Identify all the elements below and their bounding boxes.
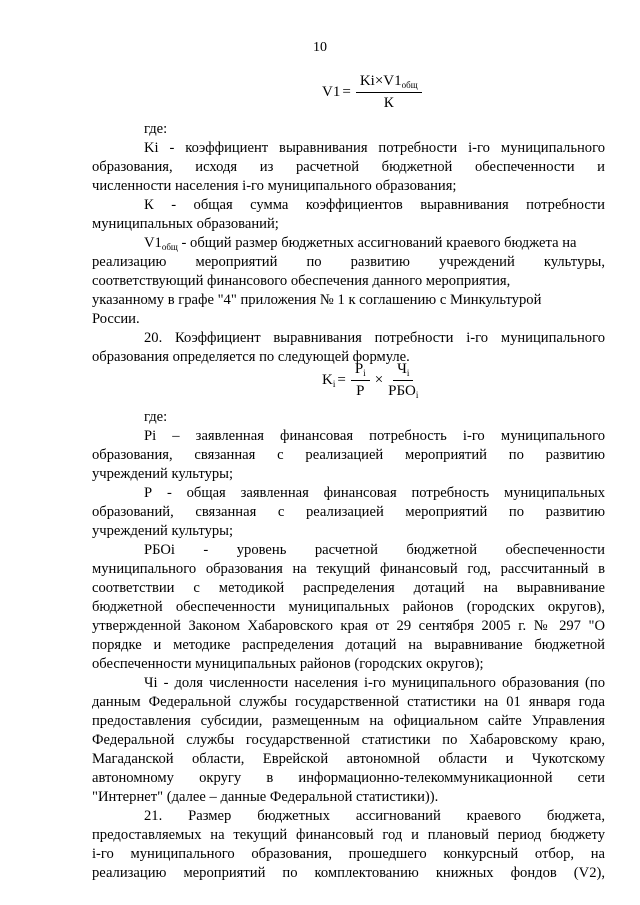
text-line: "Интернет" (далее – данные Федеральной статистики)). [92, 789, 439, 805]
text-line: численности населения i-го муниципального образования; [92, 178, 457, 194]
formula-ki-ch: Ч [397, 361, 407, 377]
text-line-v1-definition [92, 234, 605, 253]
formula-ki-times: × [374, 372, 384, 388]
page-number: 10 [313, 40, 327, 55]
text-line: Pi – заявленная финансовая потребность i-го муниципального [144, 428, 605, 444]
text-line: учреждений культуры; [92, 523, 234, 539]
formula-ki-rbo: РБО [388, 383, 416, 399]
text-line: реализацию мероприятий по развитию учреждений культуры, [92, 254, 605, 270]
text-line: Чi - доля численности населения i-го муниципального образования (по [144, 675, 605, 691]
formula-ki-ch-sub: i [406, 368, 410, 378]
formula-ki-ch-denominator [388, 381, 418, 401]
text-line: Магаданской области, Еврейской автономной области и Чукотскому [92, 751, 605, 767]
formula-ki-equals: = [337, 372, 346, 388]
text-line: реализацию мероприятий по комплектованию книжных фондов (V2), [92, 865, 605, 881]
text-line: где: [144, 409, 168, 425]
text-line: Ki - коэффициент выравнивания потребности i-го муниципального [144, 140, 605, 156]
text-line: К - общая сумма коэффициентов выравнивания потребности [144, 197, 605, 213]
text-line: обеспеченности муниципальных районов (городских округов); [92, 656, 484, 672]
text-line: Р - общая заявленная финансовая потребность муниципальных [144, 485, 605, 501]
formula-ki-pi-sub: i [363, 368, 366, 378]
formula-ki-rbo-sub: i [415, 390, 419, 400]
v1-inline-subscript: общ [161, 242, 178, 252]
formula-ki [322, 360, 421, 401]
text-line: порядке и методике распределения дотаций на выравнивание бюджетной [92, 637, 605, 653]
section-definitions-v1 [92, 120, 605, 367]
formula-ki-fraction-ch [388, 360, 418, 401]
text-line: предоставления субсидии, размещенным на официальном сайте Управления [92, 713, 605, 729]
formula-ki-p-denominator: P [356, 383, 365, 399]
text-line: образования, связанная с реализацией мероприятий по развитию [92, 447, 605, 463]
formula-v1 [322, 72, 425, 113]
text-line: соответствии с методикой распределения дотаций на выравнивание [92, 580, 605, 596]
text-line: где: [144, 121, 168, 137]
text-line: данным Федеральной службы государственной статистики на 01 января года [92, 694, 605, 710]
text-line: автономному округу в информационно-телекоммуникационной сети [92, 770, 605, 786]
formula-v1-v1-sub: общ [401, 80, 418, 90]
text-line: Федеральной службы государственной статистики по Хабаровскому краю, [92, 732, 605, 748]
formula-ki-lhs [322, 371, 335, 390]
text-line: образования, исходя из расчетной бюджетной обеспеченности и [92, 159, 605, 175]
text-line: i-го муниципального образования, прошедшего конкурсный отбор, на [92, 846, 605, 862]
v1-inline-symbol: V1 [144, 235, 162, 251]
text-line: указанному в графе "4" приложения № 1 к соглашению с Минкультурой [92, 292, 542, 308]
formula-v1-denominator: К [383, 95, 394, 111]
formula-v1-times: × [374, 73, 384, 89]
text-line: соответствующий финансового обеспечения данного мероприятия, [92, 273, 511, 289]
text-line: предоставляемых на текущий финансовый год и плановый период бюджету [92, 827, 605, 843]
formula-v1-numerator [356, 72, 422, 93]
section-definitions-ki [92, 408, 605, 883]
formula-ki-p-numerator [351, 360, 370, 381]
text-line: образования определяется по следующей формуле. [92, 349, 410, 365]
formula-ki-k: K [322, 372, 333, 388]
formula-ki-ch-numerator [393, 360, 413, 381]
text-line: бюджетной обеспеченности муниципальных районов (городских округов), [92, 599, 605, 615]
formula-ki-fraction-p [351, 360, 370, 401]
formula-v1-ki: Ki [359, 73, 375, 89]
formula-v1-lhs: V1 [322, 84, 341, 100]
formula-ki-k-sub: i [332, 379, 336, 389]
formula-v1-equals: = [342, 84, 351, 100]
formula-ki-pi: P [354, 361, 364, 377]
formula-v1-fraction [356, 72, 422, 113]
text-line: России. [92, 311, 140, 327]
text-line: утвержденной Законом Хабаровского края от 29 сентября 2005 г. № 297 "О [92, 618, 605, 634]
text-line: образований, связанная с реализацией мероприятий по развитию [92, 504, 605, 520]
text-line: учреждений культуры; [92, 466, 234, 482]
text-line: муниципальных образований; [92, 216, 279, 232]
text-line: 20. Коэффициент выравнивания потребности i-го муниципального [144, 330, 605, 346]
formula-v1-v1: V1 [383, 73, 402, 89]
text-line: 21. Размер бюджетных ассигнований краевого бюджета, [144, 808, 605, 824]
text-line: муниципального образования на текущий финансовый год, рассчитанный в [92, 561, 605, 577]
text-line: РБОi - уровень расчетной бюджетной обеспеченности [144, 542, 605, 558]
v1-definition-text: - общий размер бюджетных ассигнований краевого бюджета на [177, 235, 577, 251]
